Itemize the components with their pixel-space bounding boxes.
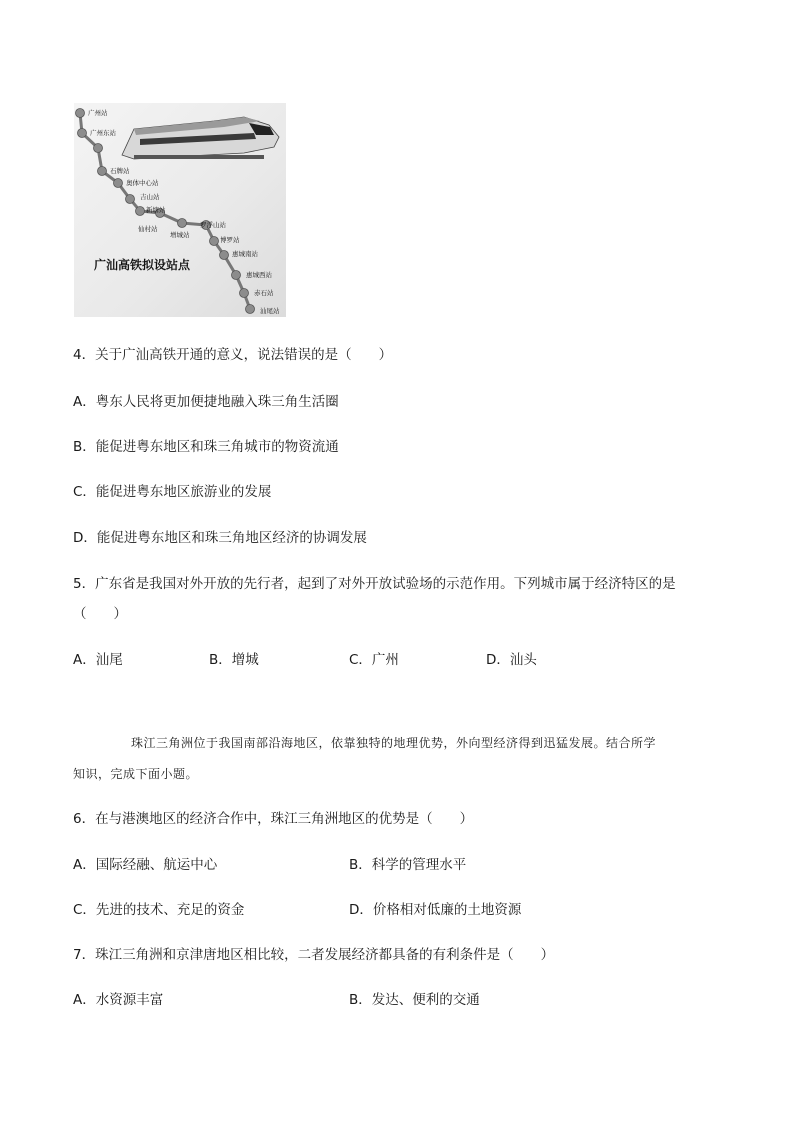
question-7-option-a[interactable]: A．水资源丰富 [73,992,164,1008]
question-5-option-d[interactable]: D．汕头 [486,652,537,668]
question-5-stem: 5．广东省是我国对外开放的先行者，起到了对外开放试验场的示范作用。下列城市属于经济特区的是 [73,576,676,592]
question-4-stem: 4．关于广汕高铁开通的意义，说法错误的是（ ） [73,347,393,363]
station-dot [178,219,187,228]
station-dot [220,251,229,260]
station-dot [76,109,85,118]
station-label: 广州东站 [90,129,116,137]
station-dot [240,289,249,298]
question-5-stem-continued: （ ） [73,606,127,622]
station-label: 石牌站 [110,167,130,175]
question-6-option-c[interactable]: C．先进的技术、充足的资金 [73,902,245,918]
station-label: 吉山站 [140,193,160,201]
passage-line-2: 知识，完成下面小题。 [73,767,199,781]
station-dot [246,305,255,314]
station-dot [232,271,241,280]
figure-caption: 广汕高铁拟设站点 [94,258,191,272]
question-5-option-a[interactable]: A．汕尾 [73,652,123,668]
question-6-option-d[interactable]: D．价格相对低廉的土地资源 [349,902,522,918]
question-5-option-c[interactable]: C．广州 [349,652,399,668]
station-label: 博罗站 [220,236,240,244]
station-label: 罗浮山站 [200,221,226,229]
question-4-option-a[interactable]: A．粤东人民将更加便捷地融入珠三角生活圈 [73,394,339,410]
question-7-option-b[interactable]: B．发达、便利的交通 [349,992,480,1008]
station-dot [136,207,145,216]
station-dot [98,167,107,176]
station-label: 增城站 [170,231,190,239]
question-7-stem: 7．珠江三角洲和京津唐地区相比较，二者发展经济都具备的有利条件是（ ） [73,947,555,963]
question-4-option-d[interactable]: D．能促进粤东地区和珠三角地区经济的协调发展 [73,530,367,546]
station-label: 仙村站 [138,225,158,233]
route-map-svg [74,103,286,317]
railway-station-map [74,103,286,317]
station-dot [94,144,103,153]
train-image [122,117,279,159]
station-dot [126,195,135,204]
passage-line-1: 珠江三角洲位于我国南部沿海地区，依靠独特的地理优势，外向型经济得到迅猛发展。结合所学 [131,736,657,750]
question-6-stem: 6．在与港澳地区的经济合作中，珠江三角洲地区的优势是（ ） [73,811,474,827]
station-dot [78,129,87,138]
question-5-option-b[interactable]: B．增城 [209,652,259,668]
station-label: 汕尾站 [260,307,280,315]
question-4-option-c[interactable]: C．能促进粤东地区旅游业的发展 [73,484,272,500]
question-4-option-b[interactable]: B．能促进粤东地区和珠三角城市的物资流通 [73,439,339,455]
station-label: 赤石站 [254,289,274,297]
station-label: 奥体中心站 [126,179,159,187]
station-label: 惠城南站 [232,250,258,258]
station-dot [114,179,123,188]
question-6-option-b[interactable]: B．科学的管理水平 [349,857,467,873]
question-6-option-a[interactable]: A．国际经融、航运中心 [73,857,218,873]
station-label: 广州站 [88,109,108,117]
station-label: 惠城西站 [246,271,272,279]
station-dot [210,237,219,246]
station-label: 新塘站 [146,206,166,214]
